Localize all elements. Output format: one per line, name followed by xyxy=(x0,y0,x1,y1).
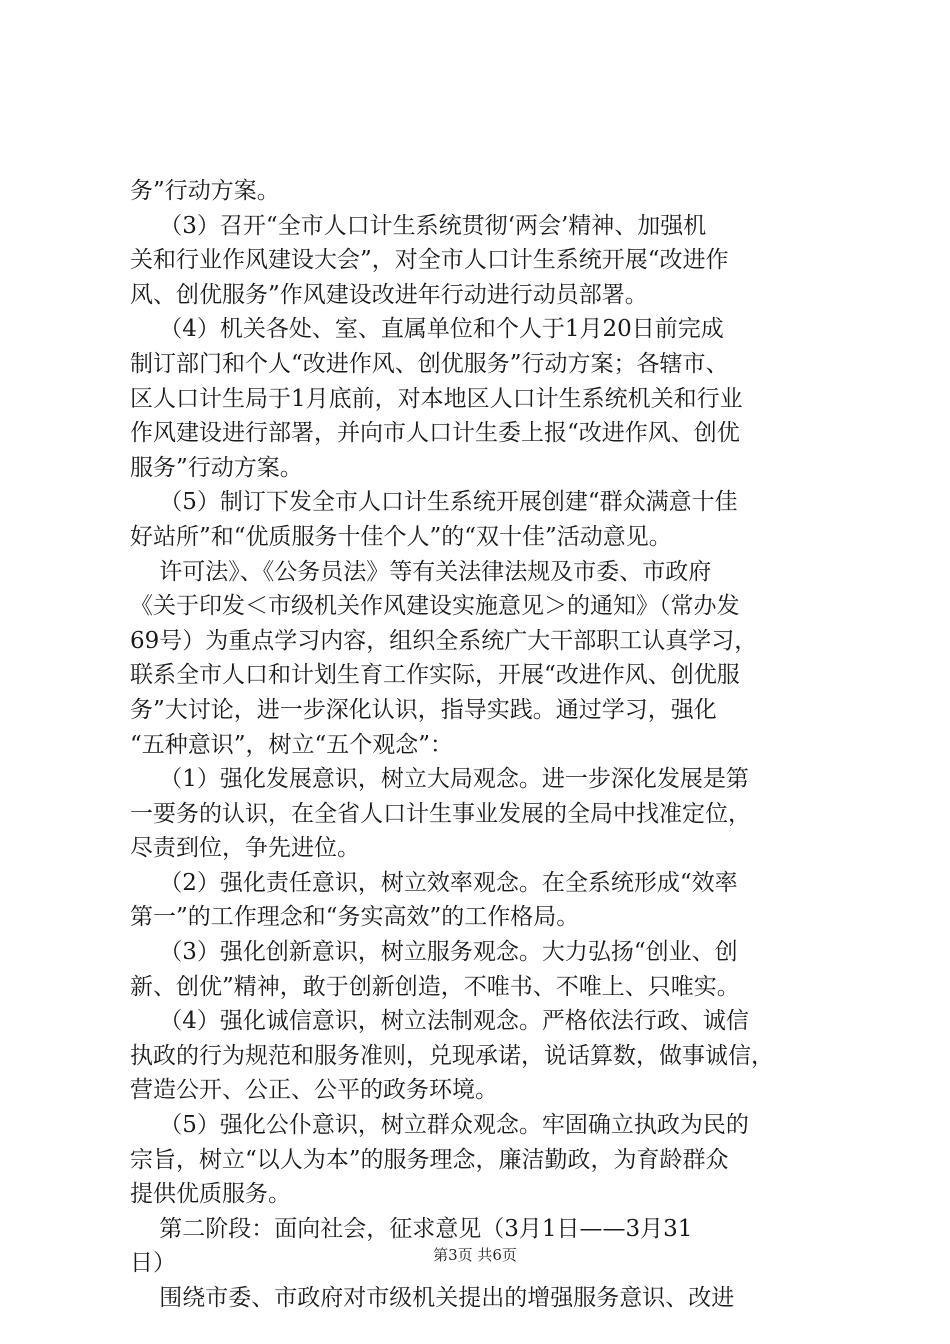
text-line: 作风建设进行部署，并向市人口计生委上报“改进作风、创优 xyxy=(130,420,740,447)
text-line: 《关于印发＜市级机关作风建设实施意见＞的通知》（常办发 xyxy=(130,593,740,620)
body-text xyxy=(130,174,830,1316)
text-line: （3）强化创新意识，树立服务观念。大力弘扬“创业、创 xyxy=(130,939,738,966)
text-line: （3）召开“全市人口计生系统贯彻‘两会’精神、加强机 xyxy=(130,212,707,239)
text-line: “五种意识”，树立“五个观念”： xyxy=(130,731,454,758)
text-line: （4）机关各处、室、直属单位和个人于1月20日前完成 xyxy=(130,316,724,343)
text-line: 营造公开、公正、公平的政务环境。 xyxy=(130,1077,498,1104)
text-line: 69号）为重点学习内容，组织全系统广大干部职工认真学习， xyxy=(130,627,758,654)
text-line: 关和行业作风建设大会”，对全市人口计生系统开展“改进作 xyxy=(130,247,729,274)
text-line: 围绕市委、市政府对市级机关提出的增强服务意识、改进 xyxy=(130,1285,735,1311)
text-line: 许可法》、《公务员法》等有关法律法规及市委、市政府 xyxy=(130,558,712,585)
text-line: 务”行动方案。 xyxy=(130,178,280,204)
text-line: （5）制订下发全市人口计生系统开展创建“群众满意十佳 xyxy=(130,489,738,516)
text-line: （4）强化诚信意识，树立法制观念。严格依法行政、诚信 xyxy=(130,1008,749,1035)
page-footer: 第3页 共6页 xyxy=(433,1246,517,1264)
text-line: 新、创优”精神，敢于创新创造，不唯书、不唯上、只唯实。 xyxy=(130,973,740,1000)
text-line: 一要务的认识，在全省人口计生事业发展的全局中找准定位， xyxy=(130,800,751,827)
text-line: 区人口计生局于1月底前，对本地区人口计生系统机关和行业 xyxy=(130,385,743,412)
text-line: 提供优质服务。 xyxy=(130,1181,291,1208)
text-line: 第二阶段：面向社会，征求意见（3月1日——3月31 xyxy=(130,1215,693,1242)
text-line: （5）强化公仆意识，树立群众观念。牢固确立执政为民的 xyxy=(130,1112,749,1139)
text-line: 务”大讨论，进一步深化认识，指导实践。通过学习，强化 xyxy=(130,696,717,723)
text-line: 执政的行为规范和服务准则，兑现承诺，说话算数，做事诚信， xyxy=(130,1042,774,1069)
text-line: 联系全市人口和计划生育工作实际，开展“改进作风、创优服 xyxy=(130,662,740,689)
text-line: 第一”的工作理念和“务实高效”的工作格局。 xyxy=(130,904,580,931)
text-line: 宗旨，树立“以人为本”的服务理念，廉洁勤政，为育龄群众 xyxy=(130,1146,729,1173)
text-line: 尽责到位，争先进位。 xyxy=(130,835,360,862)
text-line: 好站所”和“优质服务十佳个人”的“双十佳”活动意见。 xyxy=(130,523,672,550)
text-line: 制订部门和个人“改进作风、创优服务”行动方案；各辖市、 xyxy=(130,350,729,377)
text-line: 风、创优服务”作风建设改进年行动进行动员部署。 xyxy=(130,281,648,308)
text-line: 日） xyxy=(130,1250,176,1277)
text-line: （2）强化责任意识，树立效率观念。在全系统形成“效率 xyxy=(130,869,738,896)
text-line: 服务”行动方案。 xyxy=(130,454,303,481)
text-line: （1）强化发展意识，树立大局观念。进一步深化发展是第 xyxy=(130,766,749,793)
